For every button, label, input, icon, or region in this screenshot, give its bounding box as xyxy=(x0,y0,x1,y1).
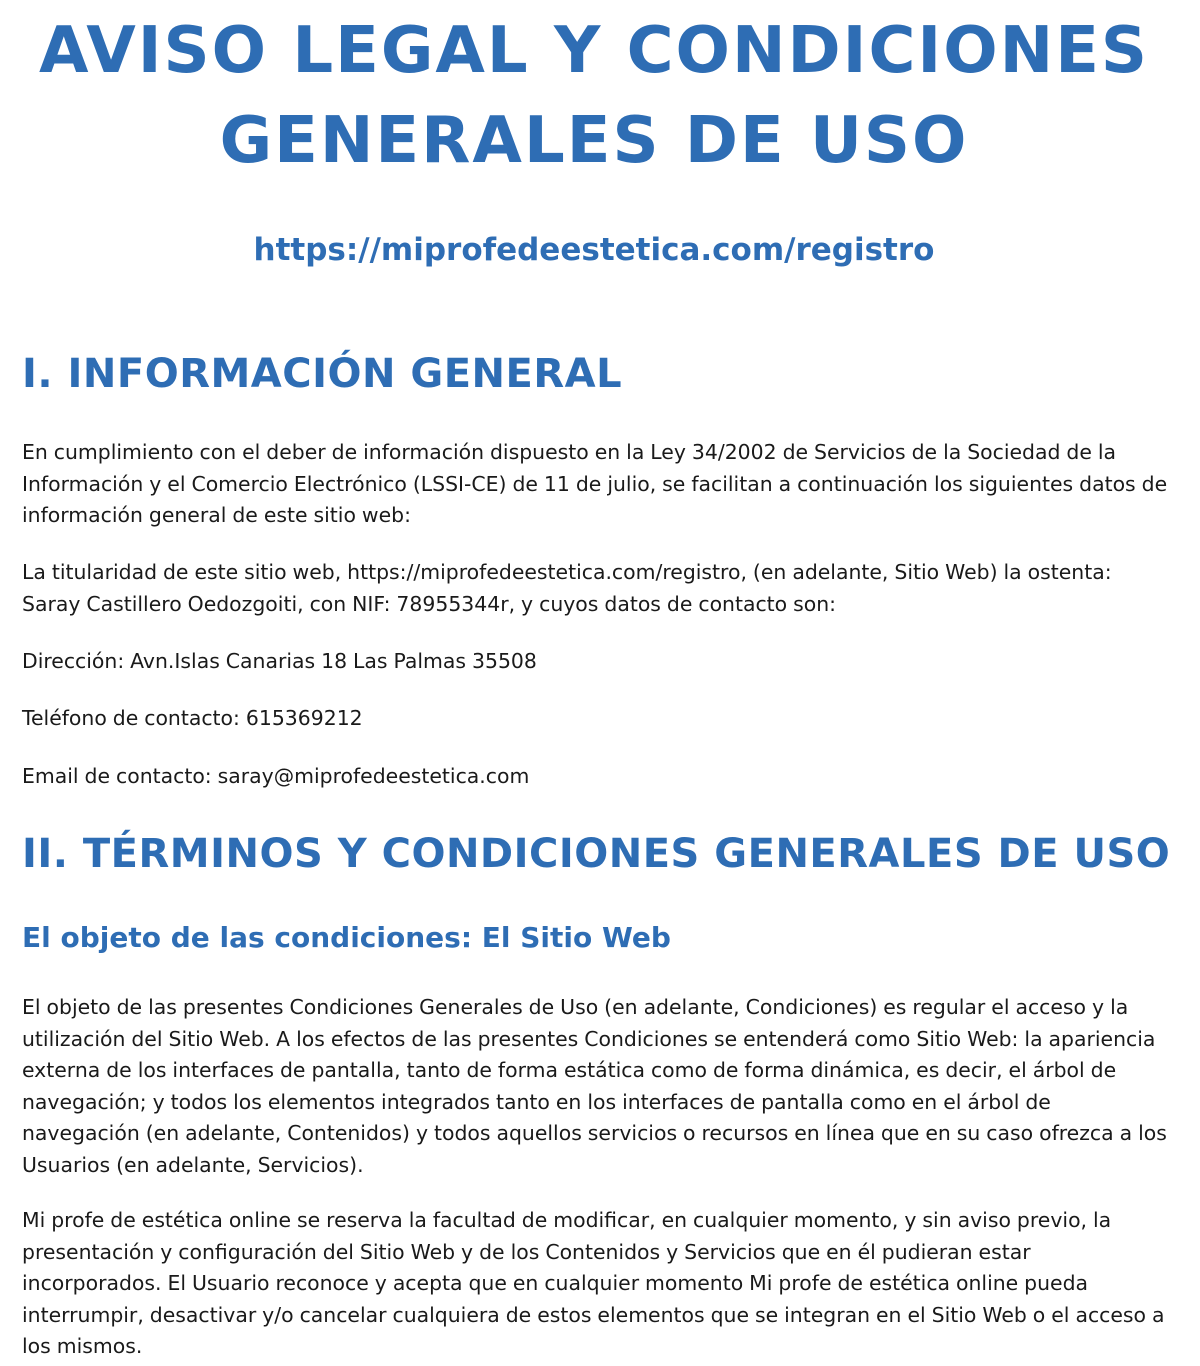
section-heading-general-information: I. INFORMACIÓN GENERAL xyxy=(22,351,623,397)
subheading-conditions-object: El objeto de las condiciones: El Sitio Web xyxy=(22,921,671,954)
intro-paragraph: En cumplimiento con el deber de información dispuesto en la Ley 34/2002 de Servicios de la Sociedad de la Información y el Comercio Electrónico (LSSI-CE) de 11 de julio, se facilitan a continuación los siguientes datos de información general de este sitio web: xyxy=(22,440,1168,527)
contact-phone: Teléfono de contacto: 615369212 xyxy=(22,706,363,730)
contact-email: Email de contacto: saray@miprofedeestetica.com xyxy=(22,764,530,788)
contact-address: Dirección: Avn.Islas Canarias 18 Las Palmas 35508 xyxy=(22,649,537,673)
site-url: https://miprofedeestetica.com/registro xyxy=(253,232,935,268)
document-title: AVISO LEGAL Y CONDICIONES GENERALES DE USO xyxy=(39,14,1149,178)
section-heading-terms-and-conditions: II. TÉRMINOS Y CONDICIONES GENERALES DE USO xyxy=(22,831,1171,877)
ownership-paragraph: La titularidad de este sitio web, https://miprofedeestetica.com/registro, (en adelante, Sitio Web) la ostenta: Saray Castillero Oedozgoiti, con NIF: 78955344r, y cuyos datos de contacto son: xyxy=(22,560,1112,616)
conditions-object-paragraph: El objeto de las presentes Condiciones Generales de Uso (en adelante, Condiciones) es regular el acceso y la utilización del Sitio Web. A los efectos de las presentes Condiciones se entenderá como Sitio Web: la apariencia externa de los interfaces de pantalla, tanto de forma estática como de forma dinámica, es decir, el árbol de navegación; y todos los elementos integrados tanto en los interfaces de pantalla como en el árbol de navegación (en adelante, Contenidos) y todos aquellos servicios o recursos en línea que en su caso ofrezca a los Usuarios (en adelante, Servicios). xyxy=(22,995,1167,1177)
modification-rights-paragraph: Mi profe de estética online se reserva la facultad de modificar, en cualquier momento, y sin aviso previo, la presentación y configuración del Sitio Web y de los Contenidos y Servicios que en él pudieran estar incorporados. El Usuario reconoce y acepta que en cualquier momento Mi profe de estética online pueda interrumpir, desactivar y/o cancelar cualquiera de estos elementos que se integran en el Sitio Web o el acceso a los mismos. xyxy=(22,1208,1165,1358)
